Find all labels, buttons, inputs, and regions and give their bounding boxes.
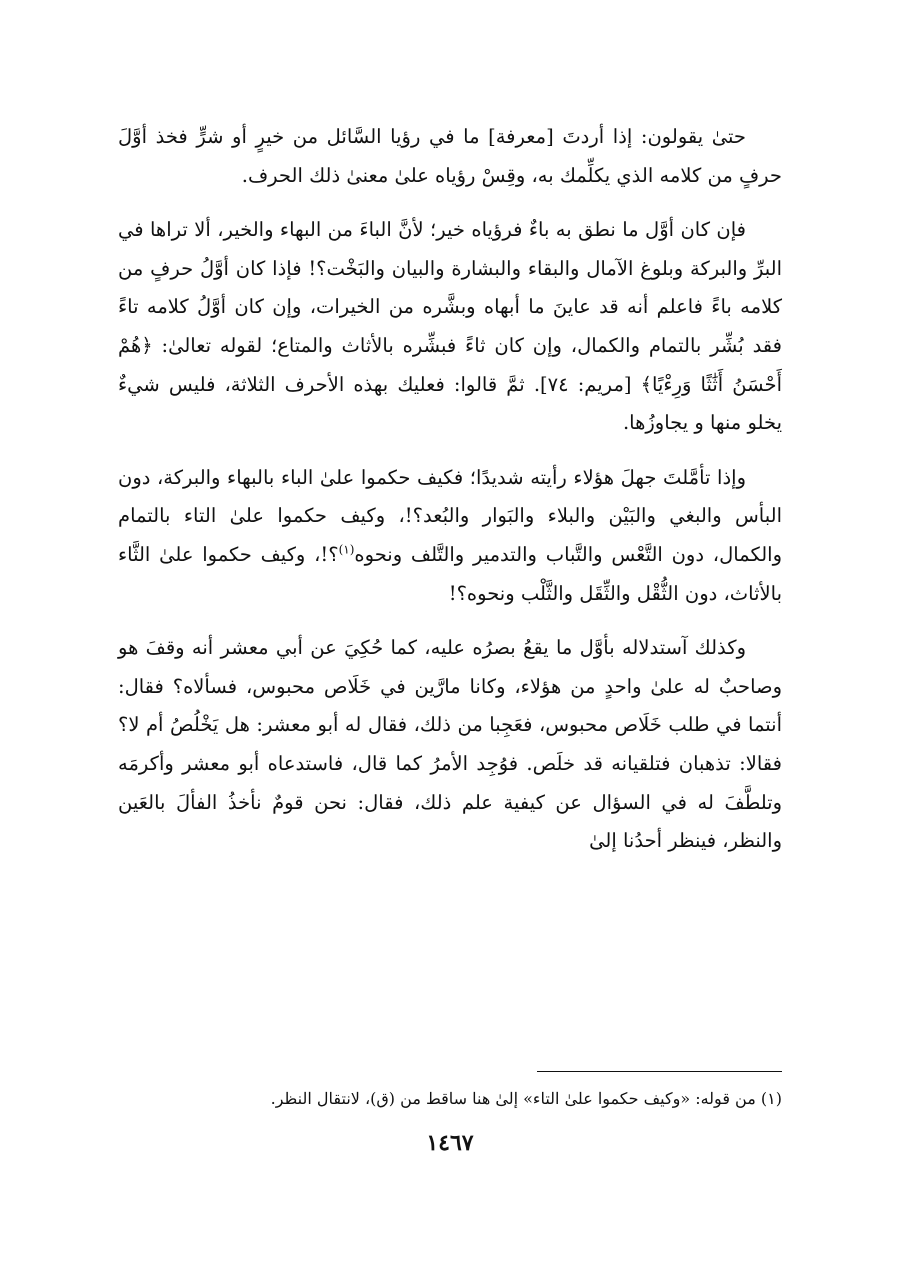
paragraph-3 xyxy=(118,459,782,613)
footnote-text: من قوله: «وكيف حكموا علىٰ التاء» إلىٰ هنا ساقط من (ق)، لانتقال النظر. xyxy=(270,1089,756,1108)
paragraph-1: حتىٰ يقولون: إذا أردتَ [معرفة] ما في رؤيا السَّائل من خيرٍ أو شرٍّ فخذ أوَّلَ حرفٍ من كلامه الذي يكلِّمك به، وقِسْ رؤياه علىٰ معنىٰ ذلك الحرف. xyxy=(118,125,782,187)
page-body xyxy=(118,118,782,877)
paragraph-4: وكذلك آستدلاله بأوَّل ما يقعُ بصرُه عليه، كما حُكِيَ عن أبي معشر أنه وقفَ هو وصاحبٌ له علىٰ واحدٍ من هؤلاء، وكانا مارَّين في خَلَاص محبوس، فسألاه؟ فقال: أنتما في طلب خَلَاص محبوس، فعَجِبا من ذلك، فقال له أبو معشر: هل يَخْلُصُ أم لا؟ فقالا: تذهبان فتلقيانه قد خلَص. فوُجِد الأمرُ كما قال، فاستدعاه أبو معشر وأكرمَه وتلطَّفَ له في السؤال عن كيفية علم ذلك، فقال: نحن قومٌ نأخذُ الفألَ بالعَين والنظر، فينظر أحدُنا إلىٰ xyxy=(118,636,782,853)
footnote-reference: (١) xyxy=(338,542,355,557)
paragraph-2: فإن كان أوَّل ما نطق به باءٌ فرؤياه خير؛ لأنَّ الباءَ من البهاء والخير، ألا تراها في البرِّ والبركة وبلوغ الآمال والبقاء والبشارة والبيان والبَخْت؟! فإذا كان أوَّلُ حرفٍ من كلامه باءً فاعلم أنه قد عاينَ ما أبهاه وبشَّره من الخيرات، وإن كان أوَّلُ كلامه تاءً فقد بُشِّر بالتمام والكمال، وإن كان ثاءً فبشِّره بالأثاث والمتاع؛ لقوله تعالىٰ: ﴿هُمْ أَحْسَنُ أَثَٰثًا وَرِءْيًا﴾ [مريم: ٧٤]. ثمَّ قالوا: فعليك بهذه الأحرف الثلاثة، فليس شيءٌ يخلو منها و يجاوزُها. xyxy=(118,218,782,435)
paragraph-3-text-a: وإذا تأمَّلتَ جهلَ هؤلاء رأيته شديدًا؛ فكيف حكموا علىٰ الباء بالبهاء والبركة، دون البأس والبغي والبَيْن والبلاء والبَوار والبُعد؟!، وكيف حكموا علىٰ التاء بالتمام والكمال، دون التَّعْس والتَّباب والتدمير والتَّلف ونحوه xyxy=(118,465,782,566)
page-number: ١٤٦٧ xyxy=(426,1130,474,1156)
footnote xyxy=(118,1086,782,1112)
footnote-number: (١) xyxy=(760,1089,782,1108)
paragraph-3-text-b: ؟!، وكيف حكموا علىٰ الثَّاء بالأثاث، دون الثُّقْل والثِّقَل والثَّلْب ونحوه؟! xyxy=(118,542,782,605)
footnote-divider xyxy=(537,1071,782,1072)
